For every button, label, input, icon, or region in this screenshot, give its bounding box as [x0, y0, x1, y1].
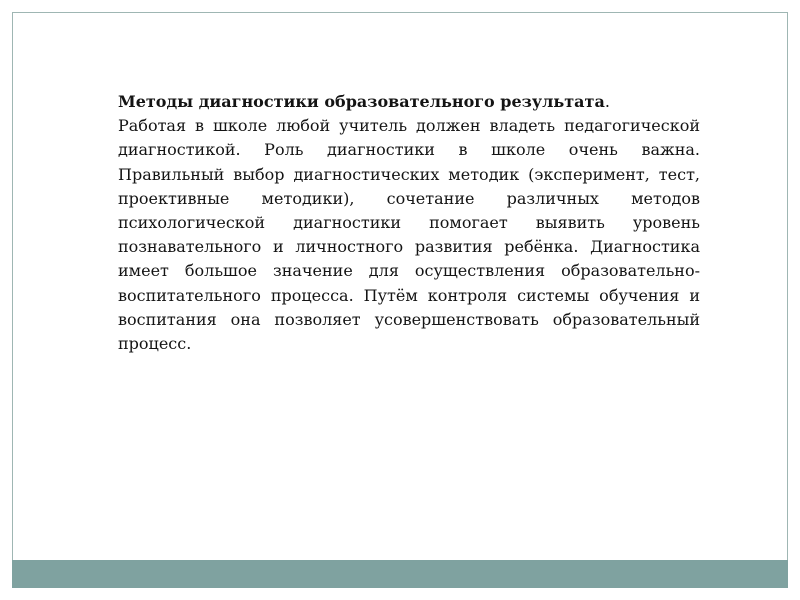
slide-text-block: [118, 90, 700, 356]
slide-bottom-bar: [12, 560, 788, 588]
slide-body-text: Работая в школе любой учитель должен владеть педагогической диагностикой. Роль диагностики в школе очень важна. Правильный выбор диагностических методик (эксперимент, тест, проективные методики), сочетание различных методов психологической диагностики помогает выявить уровень познавательного и личностного развития ребёнка. Диагностика имеет большое значение для осуществления образовательно-воспитательного процесса. Путём контроля системы обучения и воспитания она позволяет усовершенствовать образовательный процесс.: [118, 116, 700, 354]
slide-heading-punctuation: .: [604, 92, 610, 111]
slide-heading: Методы диагностики образовательного результата: [118, 92, 605, 111]
